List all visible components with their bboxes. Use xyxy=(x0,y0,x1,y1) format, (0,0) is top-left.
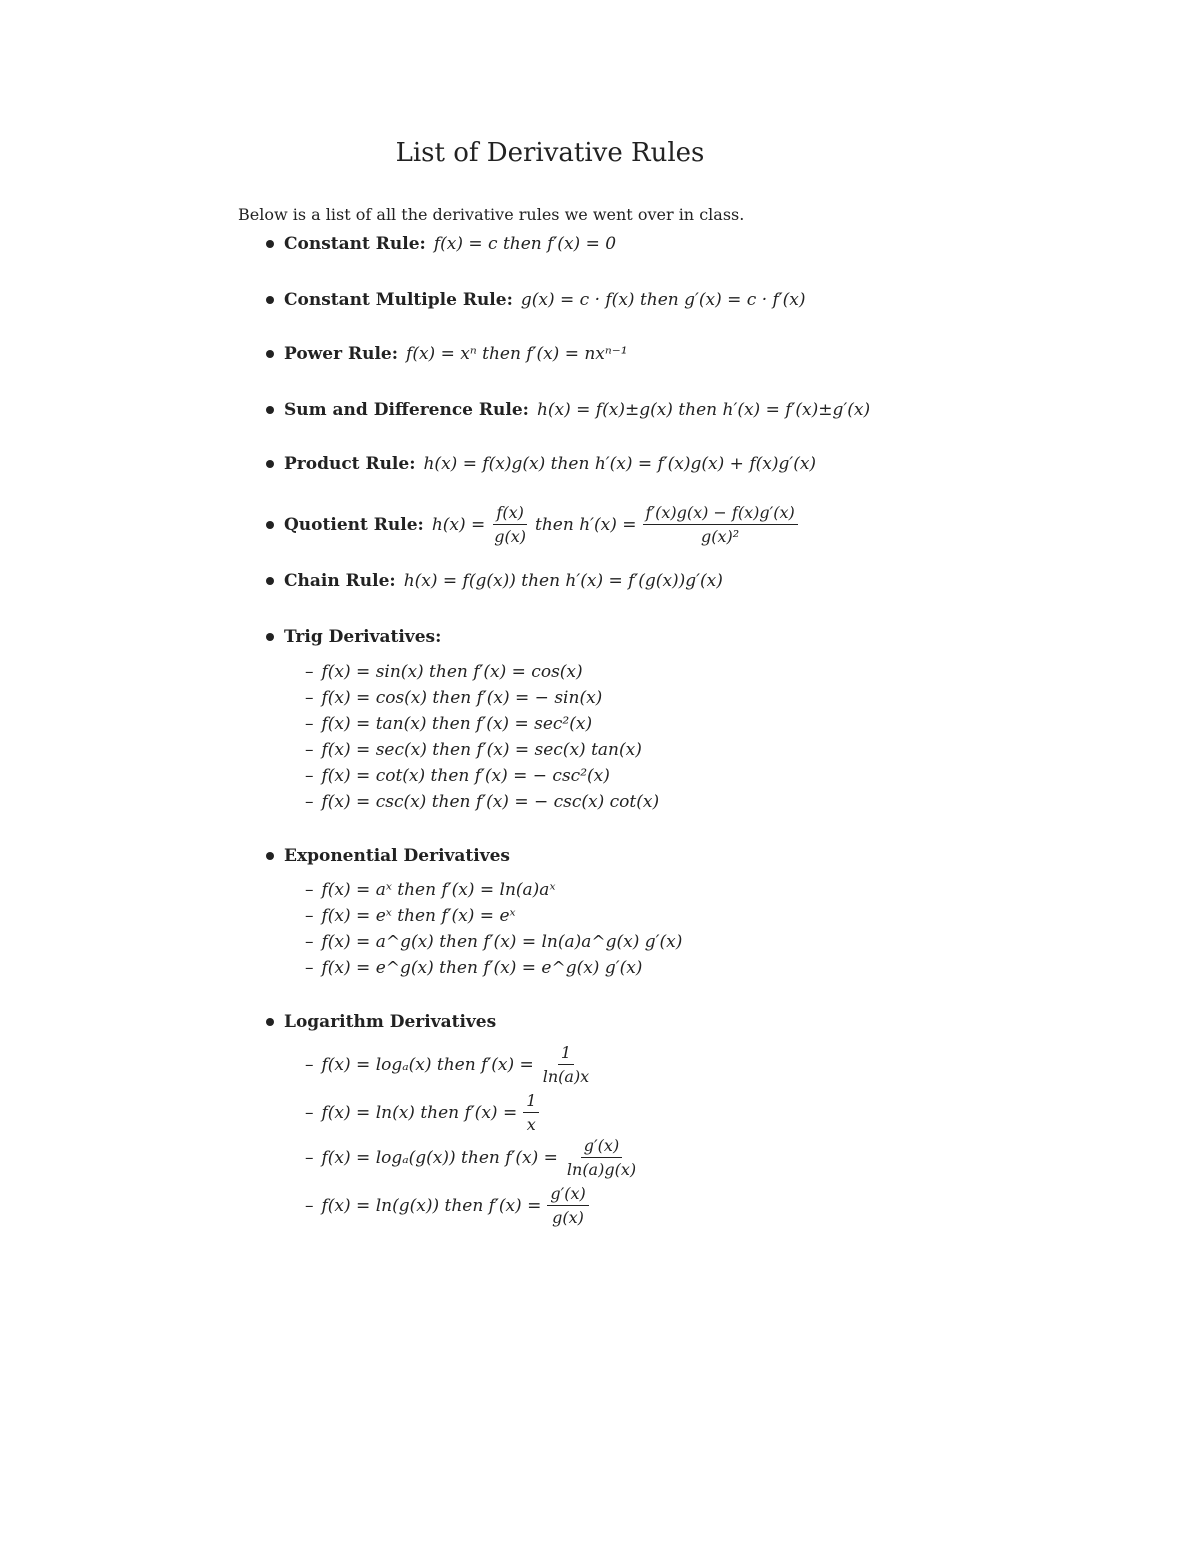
rule-quotient xyxy=(266,503,804,546)
page-title: List of Derivative Rules xyxy=(395,138,705,168)
trig-formula: f(x) = tan(x) then f′(x) = sec²(x) xyxy=(321,714,593,734)
rule-formula: g(x) = c · f(x) then g′(x) = c · f′(x) xyxy=(520,290,806,310)
logarithm-heading xyxy=(266,1012,504,1032)
trig-formula: f(x) = csc(x) then f′(x) = − csc(x) cot(x) xyxy=(321,792,660,812)
rule-power xyxy=(266,344,628,364)
rule-constant-multiple xyxy=(266,290,806,310)
trig-item: – f(x) = cos(x) then f′(x) = − sin(x) xyxy=(305,688,603,708)
fraction-denominator: x xyxy=(526,1115,536,1134)
exponential-heading xyxy=(266,846,518,866)
rule-label: Sum and Difference Rule: xyxy=(284,400,529,420)
quotient-fraction-2 xyxy=(643,503,798,546)
trig-item: – f(x) = sec(x) then f′(x) = sec(x) tan(x) xyxy=(305,740,642,760)
trig-item: – f(x) = cot(x) then f′(x) = − csc²(x) xyxy=(305,766,610,786)
exponential-formula: f(x) = aˣ then f′(x) = ln(a)aˣ xyxy=(321,880,556,900)
trig-item: – f(x) = csc(x) then f′(x) = − csc(x) cot(x) xyxy=(305,792,660,812)
logarithm-fraction xyxy=(547,1184,588,1227)
bullet-icon xyxy=(266,460,274,468)
bullet-icon xyxy=(266,633,274,641)
fraction-denominator: ln(a)x xyxy=(542,1067,590,1086)
trig-formula: f(x) = cos(x) then f′(x) = − sin(x) xyxy=(321,688,603,708)
fraction-denominator: g(x) xyxy=(494,527,527,546)
rule-label: Quotient Rule: xyxy=(284,514,424,535)
bullet-icon xyxy=(266,852,274,860)
logarithm-item: – f(x) = logₐ(x) then f′(x) = $\frac{1}{\ln(a)x}$ xyxy=(305,1043,598,1086)
trig-formula: f(x) = cot(x) then f′(x) = − csc²(x) xyxy=(321,766,610,786)
logarithm-lhs: f(x) = logₐ(x) then f′(x) = xyxy=(321,1054,534,1075)
rule-constant xyxy=(266,234,616,254)
trig-formula: f(x) = sec(x) then f′(x) = sec(x) tan(x) xyxy=(321,740,642,760)
section-label: Trig Derivatives: xyxy=(284,627,442,647)
rule-product xyxy=(266,454,816,474)
exponential-item: – f(x) = aˣ then f′(x) = ln(a)aˣ xyxy=(305,880,556,900)
rule-formula: h(x) = f(g(x)) then h′(x) = f′(g(x))g′(x) xyxy=(403,571,723,591)
logarithm-fraction xyxy=(540,1043,592,1086)
bullet-icon xyxy=(266,577,274,585)
quotient-fraction-1 xyxy=(491,503,529,546)
rule-label: Product Rule: xyxy=(284,454,416,474)
rule-chain xyxy=(266,571,723,591)
fraction-numerator: g′(x) xyxy=(581,1136,622,1158)
rule-label: Chain Rule: xyxy=(284,571,396,591)
quotient-lhs: h(x) = xyxy=(431,514,486,535)
logarithm-fraction xyxy=(523,1091,539,1134)
logarithm-lhs: f(x) = ln(g(x)) then f′(x) = xyxy=(321,1195,542,1216)
rule-label: Constant Rule: xyxy=(284,234,426,254)
bullet-icon xyxy=(266,296,274,304)
logarithm-item: – f(x) = ln(g(x)) then f′(x) = $\frac{g'(x)}{g(x)}$ xyxy=(305,1184,595,1227)
trig-item: – f(x) = sin(x) then f′(x) = cos(x) xyxy=(305,662,583,682)
rule-formula: h(x) = f(x)g(x) then h′(x) = f′(x)g(x) + f(x)g′(x) xyxy=(423,454,817,474)
rule-formula: h(x) = f(x)±g(x) then h′(x) = f′(x)±g′(x) xyxy=(536,400,871,420)
exponential-formula: f(x) = a^g(x) then f′(x) = ln(a)a^g(x) g′(x) xyxy=(321,932,683,952)
exponential-formula: f(x) = eˣ then f′(x) = eˣ xyxy=(321,906,516,926)
exponential-item: – f(x) = a^g(x) then f′(x) = ln(a)a^g(x) g′(x) xyxy=(305,932,683,952)
rule-formula: f(x) = c then f′(x) = 0 xyxy=(433,234,617,254)
logarithm-lhs: f(x) = logₐ(g(x)) then f′(x) = xyxy=(321,1147,558,1168)
quotient-mid: then h′(x) = xyxy=(535,514,637,535)
exponential-formula: f(x) = e^g(x) then f′(x) = e^g(x) g′(x) xyxy=(321,958,643,978)
bullet-icon xyxy=(266,240,274,248)
rule-label: Power Rule: xyxy=(284,344,399,364)
logarithm-item: – f(x) = logₐ(g(x)) then f′(x) = $\frac{g'(x)}{\ln(a)g(x)}$ xyxy=(305,1136,645,1179)
trig-heading xyxy=(266,627,449,647)
trig-item: – f(x) = tan(x) then f′(x) = sec²(x) xyxy=(305,714,593,734)
trig-formula: f(x) = sin(x) then f′(x) = cos(x) xyxy=(321,662,583,682)
exponential-item: – f(x) = e^g(x) then f′(x) = e^g(x) g′(x) xyxy=(305,958,643,978)
fraction-numerator: 1 xyxy=(523,1091,539,1113)
fraction-numerator: f′(x)g(x) − f(x)g′(x) xyxy=(643,503,798,525)
exponential-item: – f(x) = eˣ then f′(x) = eˣ xyxy=(305,906,516,926)
fraction-numerator: f(x) xyxy=(493,503,526,525)
logarithm-item: – f(x) = ln(x) then f′(x) = $\frac{1}{x}$ xyxy=(305,1091,545,1134)
section-label: Logarithm Derivatives xyxy=(284,1012,497,1032)
rule-sum-difference xyxy=(266,400,870,420)
logarithm-fraction xyxy=(564,1136,639,1179)
fraction-denominator: g(x) xyxy=(552,1208,584,1227)
fraction-numerator: g′(x) xyxy=(547,1184,588,1206)
logarithm-lhs: f(x) = ln(x) then f′(x) = xyxy=(321,1102,518,1123)
bullet-icon xyxy=(266,521,274,529)
fraction-numerator: 1 xyxy=(558,1043,574,1065)
rule-formula: f(x) = xⁿ then f′(x) = nxⁿ⁻¹ xyxy=(406,344,628,364)
bullet-icon xyxy=(266,350,274,358)
intro-text: Below is a list of all the derivative rules we went over in class. xyxy=(238,205,745,224)
fraction-denominator: ln(a)g(x) xyxy=(566,1160,637,1179)
bullet-icon xyxy=(266,406,274,414)
fraction-denominator: g(x)² xyxy=(701,527,740,546)
section-label: Exponential Derivatives xyxy=(284,846,510,866)
bullet-icon xyxy=(266,1018,274,1026)
rule-label: Constant Multiple Rule: xyxy=(284,290,513,310)
